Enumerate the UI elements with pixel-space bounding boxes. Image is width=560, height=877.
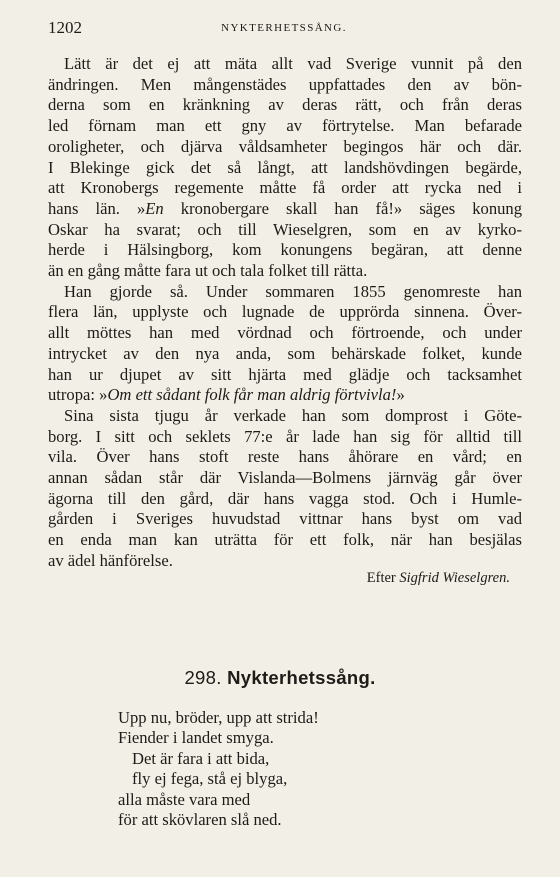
text-line: av ädel hänförelse. (48, 550, 173, 570)
text-line: han ur djupet av sitt hjärta med glädje och tacksamhet (48, 364, 522, 384)
poem-line: Upp nu, bröder, upp att strida! (118, 708, 319, 727)
poem (118, 708, 319, 830)
text-line: ändringen. Men mångenstädes uppfattades den av bön- (48, 74, 522, 94)
page-number: 1202 (48, 18, 82, 37)
text-line: Han gjorde så. Under sommaren 1855 genomreste han (64, 281, 522, 301)
song-heading (0, 667, 560, 689)
text-line: allt möttes han med vördnad och förtroende, och under (48, 323, 522, 343)
page-header (48, 18, 520, 42)
source-attribution (367, 570, 510, 587)
text-line: ägorna till den gård, där hans vagga stod. Och i Humle- (48, 488, 522, 508)
text-line: herde i Hälsingborg, kom konungens begäran, att denne (48, 240, 522, 260)
text-line: en enda man kan uträtta för ett folk, när han besjälas (48, 530, 522, 550)
source-author: Sigfrid Wieselgren. (399, 570, 510, 586)
text-line: I Blekinge gick det så långt, att landshövdingen begärde, (48, 157, 522, 177)
text-line: annan sådan står där Vislanda—Bolmens järnväg går över (48, 468, 522, 488)
text-line: intrycket av den nya anda, som behärskade folket, kunde (48, 343, 522, 363)
text-line: utropa: »Om ett sådant folk får man aldrig förtvivla!» (48, 385, 405, 405)
text-line: än en gång måtte fara ut och tala folket till rätta. (48, 261, 368, 281)
song-title: Nykterhetssång. (227, 667, 376, 688)
text-line: oroligheter, och djärva våldsamheter begingos här och där. (48, 136, 522, 156)
song-number: 298. (184, 667, 222, 688)
text-line: att Kronobergs regemente måtte få order att rycka ned i (48, 178, 522, 198)
running-title: NYKTERHETSSÅNG. (221, 22, 347, 34)
text-line: Lätt är det ej att mäta allt vad Sverige vunnit på den (64, 54, 522, 73)
text-line: flera län, upplyste och lugnade de upprörda sinnena. Över- (48, 302, 522, 322)
text-line: led förnam man ett gny av förtrytelse. Man befarade (48, 116, 522, 136)
text-line: hans län. »En kronobergare skall han få!» säges konung (48, 198, 523, 218)
text-line: Oskar ha svarat; och till Wieselgren, som en av kyrko- (48, 219, 522, 239)
text-line: gården i Sveriges huvudstad vittnar hans byst om vad (48, 509, 522, 529)
poem-line: Fiender i landet smyga. (118, 728, 274, 748)
text-line: Sina sista tjugu år verkade han som domprost i Göte- (64, 405, 522, 425)
body-text (48, 54, 522, 572)
poem-line: fly ej fega, stå ej blyga, (132, 769, 288, 789)
poem-line: för att skövlaren slå ned. (118, 810, 282, 830)
text-line: derna som en kränkning av deras rätt, och från deras (48, 95, 522, 115)
poem-line: alla måste vara med (118, 789, 251, 809)
text-line: vila. Över hans stoft reste hans åhörare en vård; en (48, 447, 522, 467)
text-line: borg. I sitt och seklets 77:e år lade han sig för alltid till (48, 426, 522, 446)
source-prefix: Efter (366, 570, 400, 586)
poem-line: Det är fara i att bida, (132, 748, 270, 768)
